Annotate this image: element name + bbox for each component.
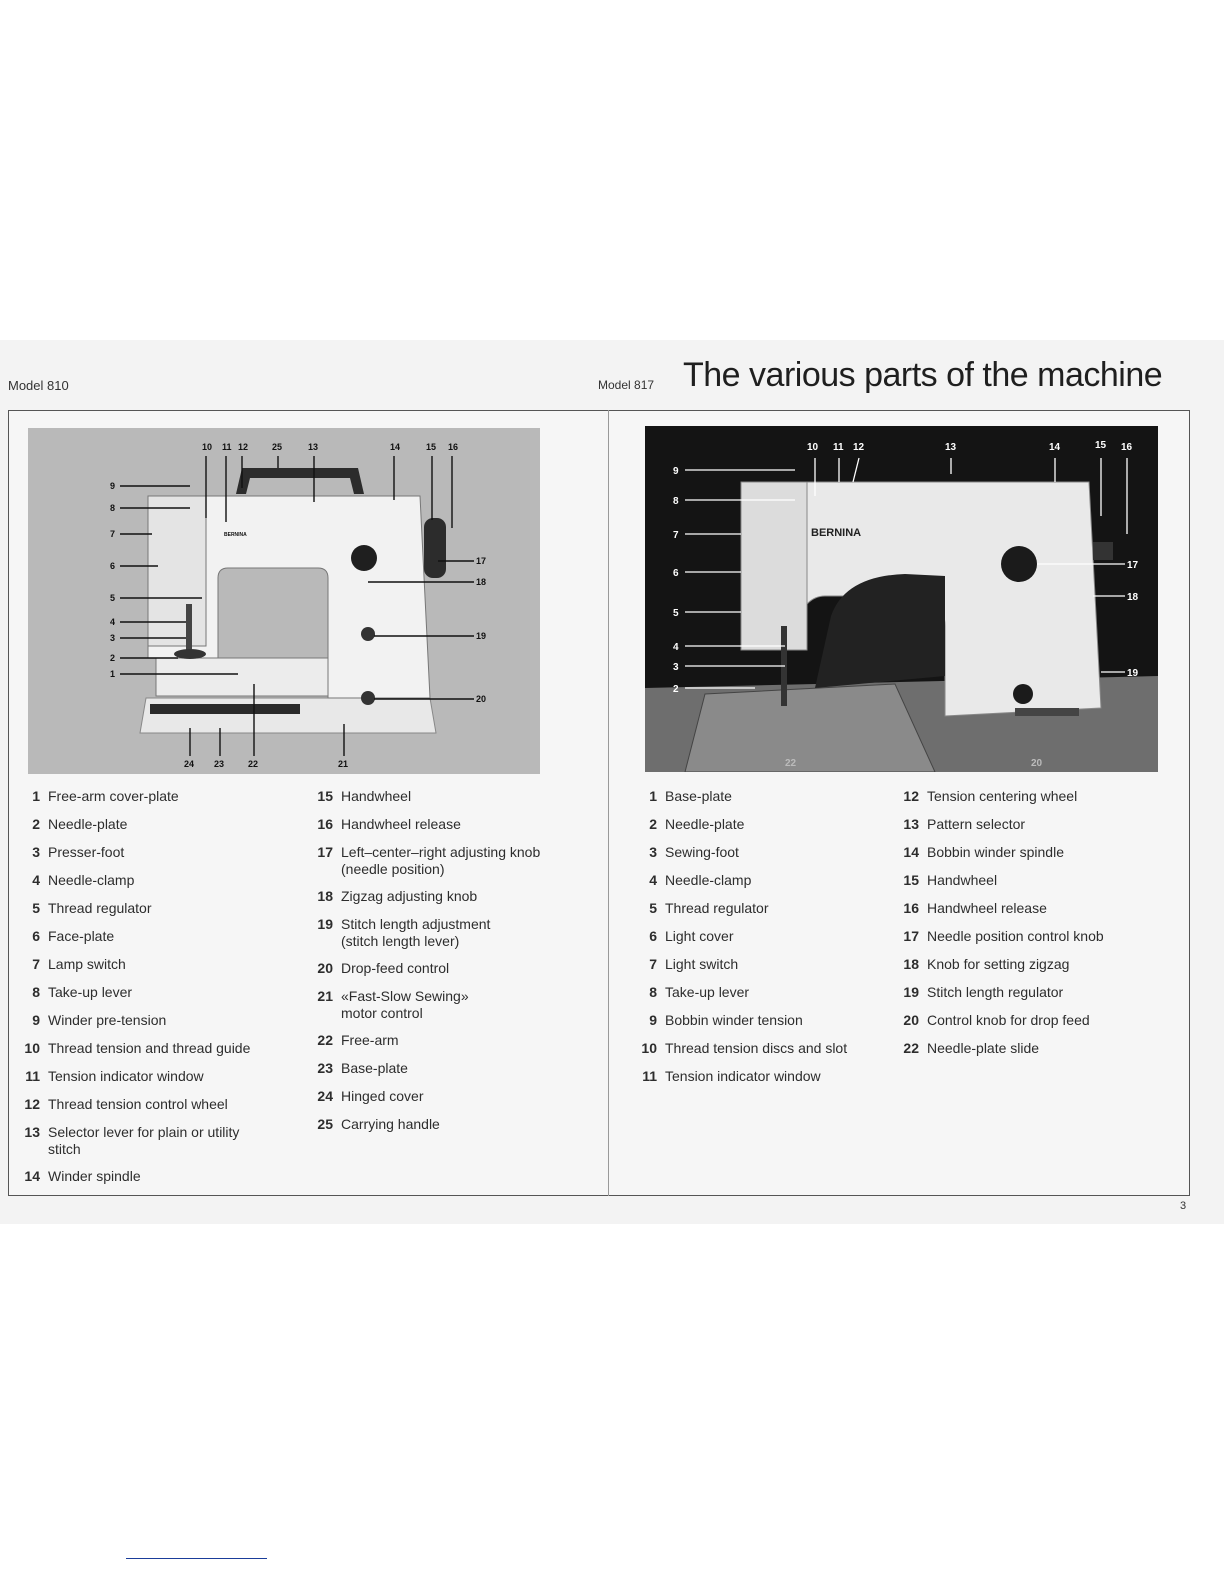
callout-8: 8 xyxy=(673,496,679,507)
legend-text xyxy=(48,900,152,917)
legend-number: 8 xyxy=(649,984,657,1000)
legend-text xyxy=(48,844,124,861)
callout-22: 22 xyxy=(248,759,259,769)
model-810-illustration xyxy=(28,428,540,774)
legend-text-line: Zigzag adjusting knob xyxy=(341,888,478,904)
callout-23: 23 xyxy=(214,759,225,769)
legend-text xyxy=(665,1040,847,1057)
legend-number: 24 xyxy=(317,1088,333,1104)
legend-text-line: Left–center–right adjusting knob xyxy=(341,844,541,860)
legend-number: 16 xyxy=(317,816,333,832)
legend-text xyxy=(665,844,739,861)
legend-text-line: motor control xyxy=(341,1005,423,1021)
legend-number: 6 xyxy=(649,928,657,944)
callout-8: 8 xyxy=(110,503,116,513)
legend-number: 12 xyxy=(24,1096,40,1112)
legend-number: 15 xyxy=(317,788,333,804)
legend-number: 13 xyxy=(903,816,919,832)
legend-text xyxy=(48,928,114,945)
legend-text-line: Tension indicator window xyxy=(665,1068,821,1084)
legend-number: 7 xyxy=(649,956,657,972)
legend-text-line: stitch xyxy=(48,1141,81,1157)
legend-number: 22 xyxy=(903,1040,919,1056)
legend-text-line: Needle-plate xyxy=(48,816,128,832)
legend-text-line: Base-plate xyxy=(665,788,732,804)
legend-number: 18 xyxy=(317,888,333,904)
legend-number: 11 xyxy=(642,1068,657,1084)
legend-number: 2 xyxy=(649,816,657,832)
callout-19: 19 xyxy=(1127,668,1139,679)
legend-number: 10 xyxy=(641,1040,657,1056)
legend-text-line: Handwheel release xyxy=(341,816,461,832)
legend-text xyxy=(341,1032,399,1049)
legend-text-line: Free-arm xyxy=(341,1032,399,1048)
legend-text xyxy=(48,1096,228,1113)
callout-1: 1 xyxy=(110,669,116,679)
legend-text xyxy=(341,960,449,977)
callout-5: 5 xyxy=(673,608,679,619)
legend-number: 6 xyxy=(32,928,40,944)
legend-number: 13 xyxy=(24,1124,40,1140)
legend-number: 3 xyxy=(32,844,40,860)
legend-number: 8 xyxy=(32,984,40,1000)
legend-text-line: Stitch length adjustment xyxy=(341,916,491,932)
legend-text xyxy=(927,872,997,889)
legend-text xyxy=(665,1012,803,1029)
callout-4: 4 xyxy=(110,617,116,627)
legend-text-line: Handwheel xyxy=(341,788,412,804)
legend-text xyxy=(665,872,751,889)
callout-9: 9 xyxy=(673,466,679,477)
legend-text xyxy=(341,816,461,833)
legend-text xyxy=(341,844,540,878)
legend-text xyxy=(341,988,469,1022)
callout-6: 6 xyxy=(673,568,679,579)
legend-text xyxy=(48,1040,250,1057)
legend-text xyxy=(341,1088,424,1105)
legend-text xyxy=(927,844,1064,861)
legend-text xyxy=(48,1068,204,1085)
footer-rule xyxy=(126,1558,267,1559)
legend-text-line: Free-arm cover-plate xyxy=(48,788,179,804)
callout-2: 2 xyxy=(110,653,116,663)
column-divider xyxy=(608,410,609,1196)
legend-text xyxy=(48,788,179,805)
legend-number: 1 xyxy=(32,788,40,804)
legend-text xyxy=(341,1060,408,1077)
legend-number: 9 xyxy=(649,1012,657,1028)
legend-number: 16 xyxy=(903,900,919,916)
callout-3: 3 xyxy=(110,633,116,643)
legend-text-line: Base-plate xyxy=(341,1060,408,1076)
callout-7: 7 xyxy=(110,529,116,539)
callout-12: 12 xyxy=(853,442,865,453)
legend-text-line: Light cover xyxy=(665,928,734,944)
legend-text-line: Lamp switch xyxy=(48,956,126,972)
legend-text xyxy=(48,984,132,1001)
legend-text-line: Thread tension discs and slot xyxy=(665,1040,848,1056)
legend-text xyxy=(341,888,477,905)
legend-number: 5 xyxy=(649,900,657,916)
legend-number: 1 xyxy=(649,788,657,804)
legend-text xyxy=(927,1040,1039,1057)
legend-text-line: Selector lever for plain or utility xyxy=(48,1124,240,1140)
callout-12: 12 xyxy=(238,442,249,452)
model-817-label: Model 817 xyxy=(598,378,655,392)
callout-15: 15 xyxy=(1095,440,1107,451)
model-810-brand: BERNINA xyxy=(224,532,247,538)
legend-text-line: Drop-feed control xyxy=(341,960,450,976)
legend-text xyxy=(927,928,1104,945)
legend-text xyxy=(665,900,769,917)
model-817-brand: BERNINA xyxy=(811,527,862,539)
legend-text xyxy=(341,916,490,950)
legend-text xyxy=(927,1012,1090,1029)
legend-text xyxy=(665,984,749,1001)
callout-18: 18 xyxy=(476,577,487,587)
callout-16: 16 xyxy=(448,442,459,452)
legend-text-line: Needle position control knob xyxy=(927,928,1104,944)
legend-text-line: Bobbin winder spindle xyxy=(927,844,1064,860)
callout-20: 20 xyxy=(1031,758,1043,769)
legend-text xyxy=(927,900,1047,917)
legend-text-line: Winder pre-tension xyxy=(48,1012,167,1028)
legend-text xyxy=(48,872,134,889)
legend-text xyxy=(665,816,744,833)
callout-18: 18 xyxy=(1127,592,1139,603)
callout-14: 14 xyxy=(390,442,401,452)
callout-10: 10 xyxy=(807,442,819,453)
model-810-label: Model 810 xyxy=(8,378,69,393)
legend-text-line: Tension indicator window xyxy=(48,1068,204,1084)
legend-number: 17 xyxy=(903,928,919,944)
callout-6: 6 xyxy=(110,561,116,571)
callout-4: 4 xyxy=(673,642,679,653)
legend-text xyxy=(927,816,1025,833)
legend-number: 23 xyxy=(317,1060,333,1076)
legend-text-line: (needle position) xyxy=(341,861,445,877)
legend-number: 25 xyxy=(317,1116,333,1132)
legend-number: 2 xyxy=(32,816,40,832)
legend-text xyxy=(48,1124,239,1158)
legend-text-line: Needle-plate xyxy=(665,816,745,832)
legend-text-line: Sewing-foot xyxy=(665,844,739,860)
callout-9: 9 xyxy=(110,481,116,491)
legend-number: 19 xyxy=(903,984,919,1000)
legend-text xyxy=(48,1168,141,1185)
legend-text xyxy=(48,816,127,833)
legend-text xyxy=(665,928,733,945)
callout-7: 7 xyxy=(673,530,679,541)
legend-text xyxy=(665,1068,821,1085)
legend-number: 5 xyxy=(32,900,40,916)
legend-text-line: Thread tension and thread guide xyxy=(48,1040,251,1056)
callout-2: 2 xyxy=(673,684,679,695)
legend-text-line: Needle-plate slide xyxy=(927,1040,1040,1056)
callout-13: 13 xyxy=(308,442,319,452)
legend-text-line: Stitch length regulator xyxy=(927,984,1064,1000)
legend-text-line: Presser-foot xyxy=(48,844,125,860)
callout-19: 19 xyxy=(476,631,487,641)
callout-16: 16 xyxy=(1121,442,1133,453)
legend-number: 10 xyxy=(24,1040,40,1056)
model-817-photo xyxy=(645,426,1158,772)
legend-number: 7 xyxy=(32,956,40,972)
legend-number: 12 xyxy=(903,788,919,804)
legend-text-line: Take-up lever xyxy=(665,984,750,1000)
legend-text-line: Knob for setting zigzag xyxy=(927,956,1070,972)
legend-text-line: Carrying handle xyxy=(341,1116,440,1132)
legend-text-line: Take-up lever xyxy=(48,984,133,1000)
legend-text-line: Needle-clamp xyxy=(48,872,135,888)
callout-22: 22 xyxy=(785,758,797,769)
callout-25: 25 xyxy=(272,442,283,452)
legend-number: 22 xyxy=(317,1032,333,1048)
page-number: 3 xyxy=(1180,1200,1187,1212)
legend-number: 21 xyxy=(317,988,333,1004)
callout-3: 3 xyxy=(673,662,679,673)
legend-text-line: Winder spindle xyxy=(48,1168,141,1184)
legend-number: 19 xyxy=(317,916,333,932)
legend-text-line: Hinged cover xyxy=(341,1088,424,1104)
callout-13: 13 xyxy=(945,442,957,453)
legend-number: 3 xyxy=(649,844,657,860)
legend-number: 14 xyxy=(24,1168,40,1184)
legend-text-line: Face-plate xyxy=(48,928,115,944)
callout-15: 15 xyxy=(426,442,437,452)
legend-text-line: Control knob for drop feed xyxy=(927,1012,1090,1028)
legend-text-line: Handwheel xyxy=(927,872,998,888)
callout-17: 17 xyxy=(476,556,487,566)
legend-text-line: (stitch length lever) xyxy=(341,933,460,949)
model-810-photo xyxy=(28,428,540,774)
legend-text-line: Pattern selector xyxy=(927,816,1026,832)
legend-text-line: Thread regulator xyxy=(48,900,152,916)
legend-number: 17 xyxy=(317,844,333,860)
legend-number: 15 xyxy=(903,872,919,888)
legend-text-line: Light switch xyxy=(665,956,739,972)
callout-5: 5 xyxy=(110,593,116,603)
legend-number: 11 xyxy=(25,1068,40,1084)
legend-number: 4 xyxy=(649,872,657,888)
legend-text xyxy=(927,956,1069,973)
callout-11: 11 xyxy=(222,442,232,452)
legend-text xyxy=(927,984,1063,1001)
legend-number: 4 xyxy=(32,872,40,888)
legend-number: 9 xyxy=(32,1012,40,1028)
callout-14: 14 xyxy=(1049,442,1061,453)
model-817-illustration xyxy=(645,426,1158,772)
callout-20: 20 xyxy=(476,694,487,704)
callout-24: 24 xyxy=(184,759,195,769)
callout-11: 11 xyxy=(833,442,844,453)
legend-number: 14 xyxy=(903,844,919,860)
legend-text-line: Needle-clamp xyxy=(665,872,752,888)
legend-text xyxy=(341,1116,440,1133)
legend-text xyxy=(48,956,126,973)
legend-text xyxy=(665,956,738,973)
legend-text xyxy=(927,788,1077,805)
page-title: The various parts of the machine xyxy=(683,356,1163,394)
legend-text-line: Bobbin winder tension xyxy=(665,1012,803,1028)
legend-text xyxy=(341,788,411,805)
legend-number: 20 xyxy=(903,1012,919,1028)
legend-text-line: «Fast-Slow Sewing» xyxy=(341,988,469,1004)
callout-21: 21 xyxy=(338,759,349,769)
legend-text-line: Thread regulator xyxy=(665,900,769,916)
legend-text-line: Tension centering wheel xyxy=(927,788,1078,804)
legend-number: 18 xyxy=(903,956,919,972)
legend-text-line: Thread tension control wheel xyxy=(48,1096,228,1112)
legend-text xyxy=(48,1012,166,1029)
callout-10: 10 xyxy=(202,442,213,452)
legend-text xyxy=(665,788,732,805)
legend-text-line: Handwheel release xyxy=(927,900,1047,916)
callout-17: 17 xyxy=(1127,560,1139,571)
legend-number: 20 xyxy=(317,960,333,976)
